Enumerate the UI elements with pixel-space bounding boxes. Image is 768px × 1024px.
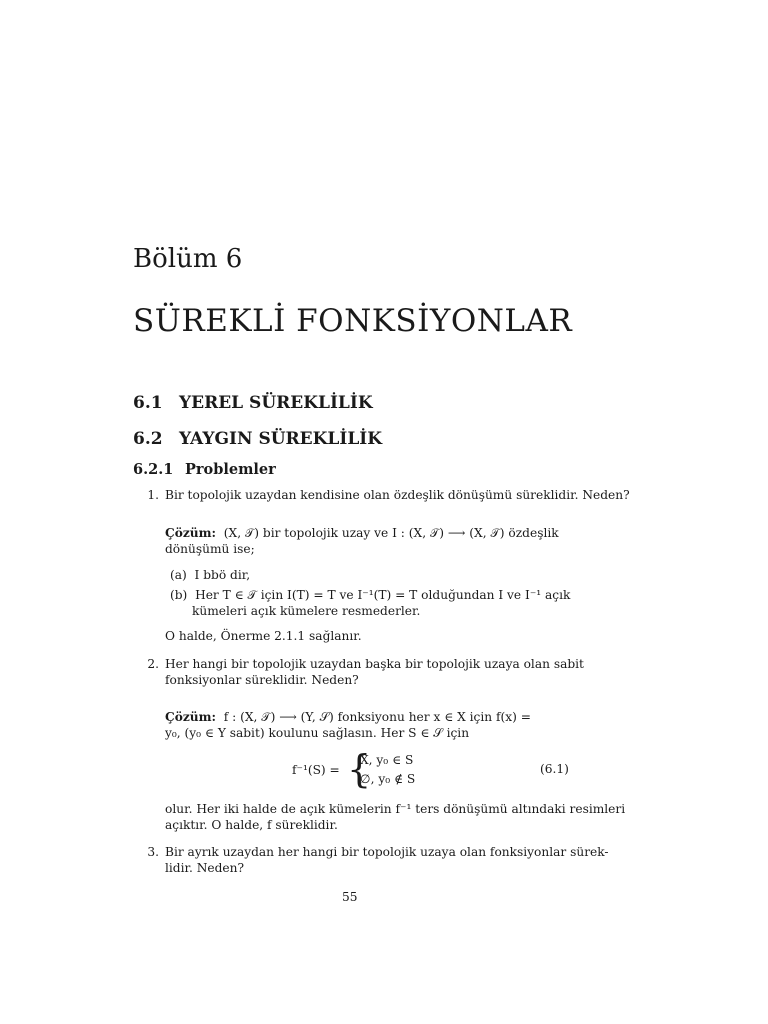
solution-text: f : (X, 𝒯) ⟶ (Y, 𝒮) fonksiyonu her x ∈ X için f(x) = bbox=[223, 710, 531, 724]
question-text: Bir topolojik uzaydan kendisine olan özdeşlik dönüşümü süreklidir. Neden? bbox=[165, 488, 630, 502]
section-title: YAYGIN SÜREKLİLİK bbox=[179, 429, 383, 449]
problem-3-question-line-1 bbox=[145, 844, 609, 860]
equation-lhs: f⁻¹(S) = bbox=[292, 763, 340, 777]
chapter-title: SÜREKLİ FONKSİYONLAR bbox=[133, 303, 573, 339]
subsection-title: Problemler bbox=[185, 461, 276, 478]
equation-brace: { bbox=[347, 747, 372, 791]
problem-1-item-b-continuation: kümeleri açık kümelere resmederler. bbox=[192, 604, 421, 618]
subsection-number: 6.2.1 bbox=[133, 461, 174, 478]
question-text: Bir ayrık uzaydan her hangi bir topolojik uzaya olan fonksiyonlar sürek- bbox=[165, 845, 609, 859]
item-label: (a) bbox=[170, 568, 187, 582]
solution-text: (X, 𝒯) bir topolojik uzay ve I : (X, 𝒯) ⟶ (X, 𝒯) özdeşlik bbox=[223, 526, 559, 540]
page-number: 55 bbox=[342, 890, 358, 904]
solution-label: Çözüm: bbox=[165, 710, 217, 724]
section-number: 6.2 bbox=[133, 429, 163, 449]
problem-2-solution-line-1 bbox=[165, 709, 531, 725]
equation-case-2: ∅, y₀ ∉ S bbox=[360, 772, 416, 786]
problem-1-solution-line-2: dönüşümü ise; bbox=[165, 542, 255, 556]
problem-1-solution-line-1 bbox=[165, 525, 559, 541]
problem-2-after-line-2: açıktır. O halde, f süreklidir. bbox=[165, 818, 338, 832]
section-number: 6.1 bbox=[133, 393, 163, 413]
chapter-label: Bölüm 6 bbox=[133, 244, 243, 274]
problem-number: 2. bbox=[147, 657, 159, 671]
item-label: (b) bbox=[170, 588, 188, 602]
problem-2-solution-line-2: y₀, (y₀ ∈ Y sabit) koulunu sağlasın. Her S ∈ 𝒮 için bbox=[165, 726, 470, 740]
section-heading-6-2 bbox=[133, 429, 382, 449]
problem-2-after-line-1: olur. Her iki halde de açık kümelerin f⁻¹ ters dönüşümü altındaki resimleri bbox=[165, 802, 626, 816]
problem-number: 3. bbox=[147, 845, 159, 859]
equation-case-1: X, y₀ ∈ S bbox=[360, 753, 414, 767]
section-title: YEREL SÜREKLİLİK bbox=[179, 393, 373, 413]
item-text: I bbö dir, bbox=[194, 568, 251, 582]
problem-3-question-line-2: lidir. Neden? bbox=[165, 861, 245, 875]
section-heading-6-1 bbox=[133, 393, 373, 413]
item-text: Her T ∈ 𝒯 için I(T) = T ve I⁻¹(T) = T olduğundan I ve I⁻¹ açık bbox=[195, 588, 571, 602]
problem-1-item-a bbox=[170, 567, 250, 583]
problem-1-item-b bbox=[170, 587, 570, 603]
problem-2-question-line-1 bbox=[145, 656, 584, 672]
problem-1-question bbox=[145, 487, 630, 503]
equation-number: (6.1) bbox=[540, 762, 569, 776]
problem-2-question-line-2: fonksiyonlar süreklidir. Neden? bbox=[165, 673, 359, 687]
question-text: Her hangi bir topolojik uzaydan başka bir topolojik uzaya olan sabit bbox=[165, 657, 584, 671]
problem-number: 1. bbox=[147, 488, 159, 502]
subsection-heading bbox=[133, 461, 276, 478]
solution-label: Çözüm: bbox=[165, 526, 217, 540]
problem-1-conclusion: O halde, Önerme 2.1.1 sağlanır. bbox=[165, 629, 362, 643]
